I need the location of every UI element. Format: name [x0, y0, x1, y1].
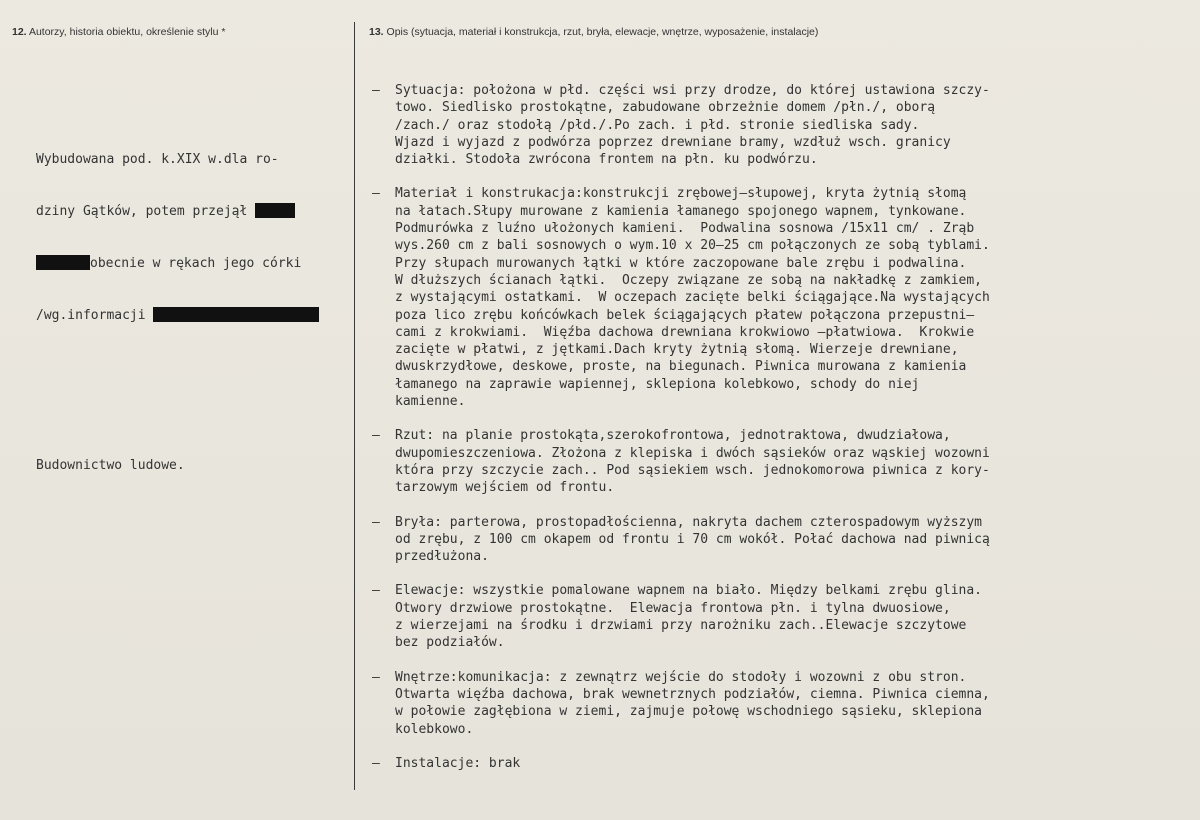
description-line: z wystającymi ostatkami. W oczepach zacięte belki ściągające.Na wystających: [395, 290, 990, 306]
description-line: cami z krokwiami. Więźba dachowa drewniana krokwiowo –płatwiowa. Krokwie: [395, 324, 975, 340]
description-line: Przy słupach murowanych łątki w które zaczopowane bale zrębu i podwalina.: [395, 255, 967, 271]
description-line: Sytuacja: położona w płd. części wsi przy drodze, do której ustawiona szczy-: [395, 83, 990, 98]
column-divider: [354, 22, 355, 790]
history-line-text: dziny Gątków, potem przejął: [36, 204, 248, 220]
history-line: Wybudowana pod. k.XIX w.dla ro-: [36, 152, 279, 168]
history-line-text: obecnie w rękach jego córki: [90, 255, 302, 271]
header-description: [369, 26, 818, 38]
description-line: Materiał i konstrukacja:konstrukcji zrębowej–słupowej, kryta żytnią słomą: [395, 186, 967, 202]
description-section: [372, 755, 1172, 772]
header-right-text: Opis (sytuacja, materiał i konstrukcja, rzut, bryła, elewacje, wnętrze, wyposażenie, instalacje): [386, 26, 819, 38]
description-line: Wnętrze:komunikacja: z zewnątrz wejście do stodoły i wozowni z obu stron.: [395, 669, 967, 685]
description-line: Otwarta więźba dachowa, brak wewnetrznych podziałów, ciemna. Piwnica ciemna,: [395, 686, 990, 702]
section-dash: –: [372, 83, 380, 98]
section-dash: –: [372, 669, 380, 685]
section-dash: –: [372, 186, 380, 202]
section-dash: –: [372, 755, 380, 771]
section-text: [395, 82, 1172, 168]
left-column-history: [36, 82, 352, 509]
description-line: towo. Siedlisko prostokątne, zabudowane obrzeżnie domem /płn./, oborą: [395, 100, 936, 116]
description-line: łamanego na zaprawie wapiennej, sklepiona kolebkowo, schody do niej: [395, 376, 920, 392]
description-line: od zrębu, z 100 cm okapem od frontu i 70 cm wokół. Połać dachowa nad piwnicą: [395, 531, 990, 547]
description-line: przedłużona.: [395, 549, 489, 565]
description-line: na łatach.Słupy murowane z kamienia łamanego spojonego wapnem, tynkowane.: [395, 203, 967, 219]
description-line: poza lico zrębu końcówkach belek ściągających płatew połączona przepustni–: [395, 307, 975, 323]
description-line: która przy szczycie zach.. Pod sąsiekiem wsch. jednokomorowa piwnica z kory-: [395, 462, 990, 478]
header-left-number: 12.: [12, 26, 27, 38]
section-text: [395, 669, 1172, 738]
description-line: bez podziałów.: [395, 635, 505, 651]
description-line: Wjazd i wyjazd z podwórza poprzez drewniane bramy, wzdłuż wsch. granicy: [395, 134, 951, 150]
description-line: tarzowym wejściem od frontu.: [395, 480, 615, 496]
header-right-number: 13.: [369, 26, 384, 38]
description-line: Rzut: na planie prostokąta,szerokofrontowa, jednotraktowa, dwudziałowa,: [395, 428, 951, 444]
redaction-bar: [36, 255, 90, 270]
history-paragraph: [36, 117, 352, 359]
history-line-text: /wg.informacji: [36, 307, 146, 323]
header-left-mark: *: [221, 26, 226, 38]
description-line: Bryła: parterowa, prostopadłościenna, nakryta dachem czterospadowym wyższym: [395, 514, 982, 530]
description-section: [372, 582, 1172, 651]
description-line: /zach./ oraz stodołą /płd./.Po zach. i płd. stronie siedliska sady.: [395, 117, 920, 133]
description-section: [372, 427, 1172, 496]
description-line: kolebkowo.: [395, 721, 474, 737]
section-text: [395, 582, 1172, 651]
section-dash: –: [372, 583, 380, 599]
description-line: z wierzejami na środku i drzwiami przy narożniku zach..Elewacje szczytowe: [395, 618, 967, 634]
redaction-bar: [153, 307, 319, 322]
description-line: działki. Stodoła zwrócona frontem na płn. ku podwórzu.: [395, 152, 818, 168]
header-authors-history: [12, 26, 225, 38]
section-text: [395, 514, 1172, 566]
description-line: wys.260 cm z bali sosnowych o wym.10 x 20–25 cm połączonych ze sobą tyblami.: [395, 238, 990, 254]
history-line: [36, 203, 352, 220]
description-section: [372, 185, 1172, 410]
history-line: [36, 255, 352, 272]
section-dash: –: [372, 428, 380, 444]
section-text: [395, 427, 1172, 496]
description-line: Elewacje: wszystkie pomalowane wapnem na biało. Między belkami zrębu glina.: [395, 583, 982, 599]
description-section: [372, 669, 1172, 738]
description-line: w połowie zagłębiona w ziemi, zajmuje połowę wschodniego sąsieku, sklepiona: [395, 704, 982, 720]
description-line: W dłuższych ścianach łątki. Oczepy związane ze sobą na nakładkę z zamkiem,: [395, 272, 982, 288]
description-line: Instalacje: brak: [395, 755, 521, 771]
description-line: Otwory drzwiowe prostokątne. Elewacja frontowa płn. i tylna dwuosiowe,: [395, 600, 951, 616]
section-dash: –: [372, 514, 380, 530]
style-classification: Budownictwo ludowe.: [36, 457, 185, 473]
redaction-bar: [255, 203, 295, 218]
description-section: [372, 82, 1172, 168]
description-line: Podmurówka z luźno ułożonych kamieni. Podwalina sosnowa /15x11 cm/ . Zrąb: [395, 221, 975, 237]
description-section: [372, 514, 1172, 566]
section-text: [395, 755, 1172, 772]
section-text: [395, 185, 1172, 410]
header-left-text: Autorzy, historia obiektu, określenie stylu: [28, 26, 219, 38]
description-line: kamienne.: [395, 394, 466, 410]
right-column-description: [372, 82, 1172, 789]
description-line: dwupomieszczeniowa. Złożona z klepiska i dwóch sąsieków oraz wąskiej wozowni: [395, 445, 990, 461]
description-line: zacięte w płatwi, z jętkami.Dach kryty żytnią słomą. Wierzeje drewniane,: [395, 342, 959, 358]
description-line: dwuskrzydłowe, deskowe, proste, na biegunach. Piwnica murowana z kamienia: [395, 359, 967, 375]
history-line: [36, 307, 352, 324]
